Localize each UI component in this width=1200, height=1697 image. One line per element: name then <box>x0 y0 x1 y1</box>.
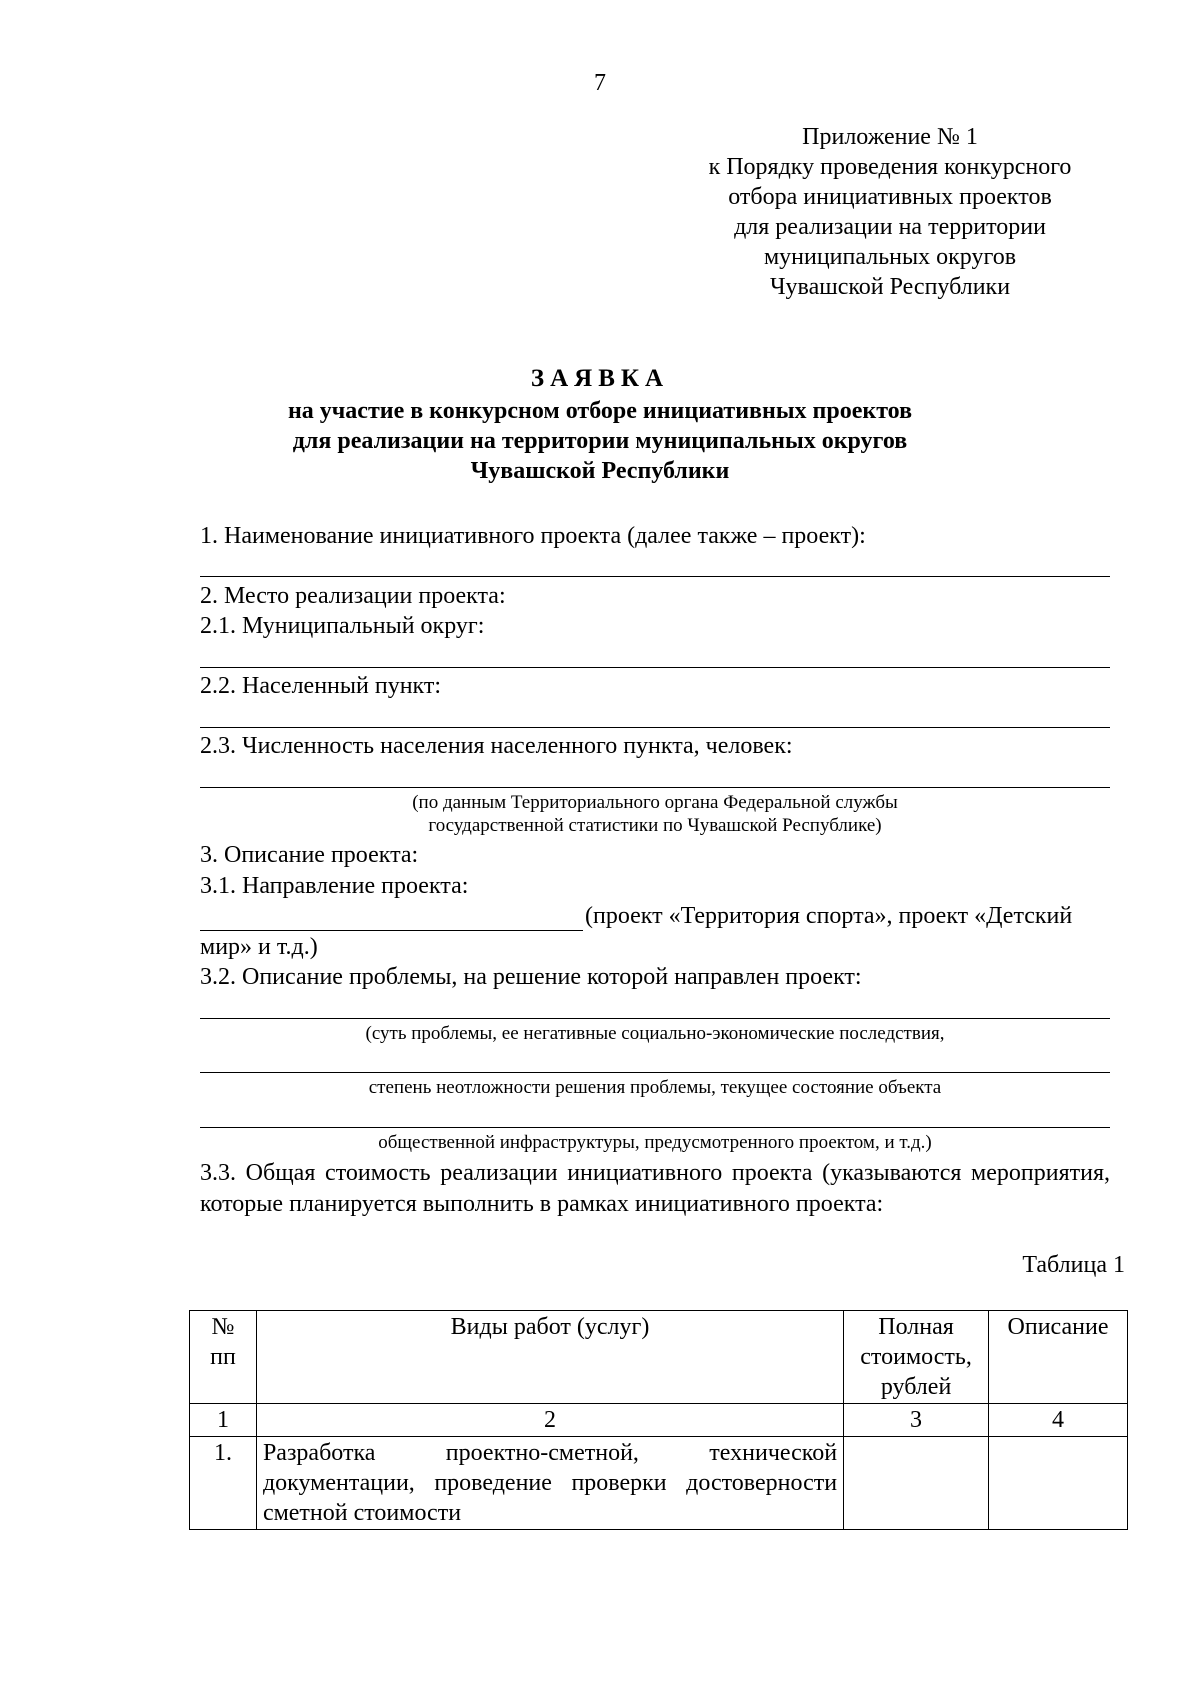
row-description <box>989 1437 1128 1530</box>
appendix-line: для реализации на территории <box>734 214 1046 240</box>
item-3-1-hint: (проект «Территория спорта», проект «Детский <box>585 903 1073 929</box>
column-number: 1 <box>190 1404 257 1437</box>
header-description: Описание <box>989 1311 1128 1404</box>
item-3-label: 3. Описание проекта: <box>200 842 419 868</box>
item-3-3-text: 3.3. Общая стоимость реализации инициативного проекта (указываются мероприятия, которые планируется выполнить в рамках инициативного проекта: <box>200 1160 1110 1217</box>
subtitle-line: Чувашской Республики <box>470 458 730 484</box>
item-2-3-fill-line <box>200 787 1110 788</box>
item-3-2-fill-line-2 <box>200 1072 1110 1073</box>
item-2-3-note <box>200 791 1110 837</box>
document-subtitle <box>0 396 1200 486</box>
appendix-line: Чувашской Республики <box>769 274 1011 300</box>
appendix-line: Приложение № 1 <box>802 124 978 150</box>
appendix-line: муниципальных округов <box>763 244 1017 270</box>
item-2-1-label: 2.1. Муниципальный округ: <box>200 613 485 639</box>
item-2-2-fill-line <box>200 727 1110 728</box>
table-column-numbers-row <box>190 1404 1128 1437</box>
item-3-2-note-2: степень неотложности решения проблемы, текущее состояние объекта <box>368 1077 942 1098</box>
page-number: 7 <box>594 70 606 96</box>
works-table <box>189 1310 1128 1530</box>
appendix-line: к Порядку проведения конкурсного <box>708 154 1072 180</box>
note-line: государственной статистики по Чувашской Республике) <box>428 815 882 836</box>
header-full-cost: Полная стоимость, рублей <box>844 1311 989 1404</box>
column-number: 2 <box>256 1404 843 1437</box>
subtitle-line: на участие в конкурсном отборе инициативных проектов <box>287 398 913 424</box>
header-number: № пп <box>190 1311 257 1404</box>
table-header-row <box>190 1311 1128 1404</box>
row-number: 1. <box>190 1437 257 1530</box>
item-3-1-label: 3.1. Направление проекта: <box>200 873 469 899</box>
column-number: 4 <box>989 1404 1128 1437</box>
table-caption: Таблица 1 <box>1022 1252 1125 1278</box>
item-3-2-label: 3.2. Описание проблемы, на решение которой направлен проект: <box>200 964 862 990</box>
table-row <box>190 1437 1128 1530</box>
item-2-3-label: 2.3. Численность населения населенного пункта, человек: <box>200 733 793 759</box>
item-1-label: 1. Наименование инициативного проекта (далее также – проект): <box>200 523 866 549</box>
item-3-2-note-3: общественной инфраструктуры, предусмотренного проектом, и т.д.) <box>378 1132 932 1153</box>
item-3-1-hint-continued: мир» и т.д.) <box>200 934 318 960</box>
row-cost <box>844 1437 989 1530</box>
appendix-line: отбора инициативных проектов <box>728 184 1052 210</box>
note-line: (по данным Территориального органа Федеральной службы <box>412 792 898 813</box>
subtitle-line: для реализации на территории муниципальных округов <box>292 428 908 454</box>
item-2-2-label: 2.2. Населенный пункт: <box>200 673 442 699</box>
column-number: 3 <box>844 1404 989 1437</box>
item-3-1-fill-line <box>200 930 583 931</box>
appendix-header <box>660 122 1120 302</box>
item-2-label: 2. Место реализации проекта: <box>200 583 506 609</box>
header-work-types: Виды работ (услуг) <box>256 1311 843 1404</box>
item-1-fill-line <box>200 576 1110 577</box>
row-work-type: Разработка проектно-сметной, технической документации, проведение проверки достоверности сметной стоимости <box>256 1437 843 1530</box>
item-3-2-note-1: (суть проблемы, ее негативные социально-экономические последствия, <box>365 1023 945 1044</box>
item-2-1-fill-line <box>200 667 1110 668</box>
document-title: ЗАЯВКА <box>530 365 670 392</box>
item-3-2-fill-line-3 <box>200 1127 1110 1128</box>
item-3-2-fill-line-1 <box>200 1018 1110 1019</box>
